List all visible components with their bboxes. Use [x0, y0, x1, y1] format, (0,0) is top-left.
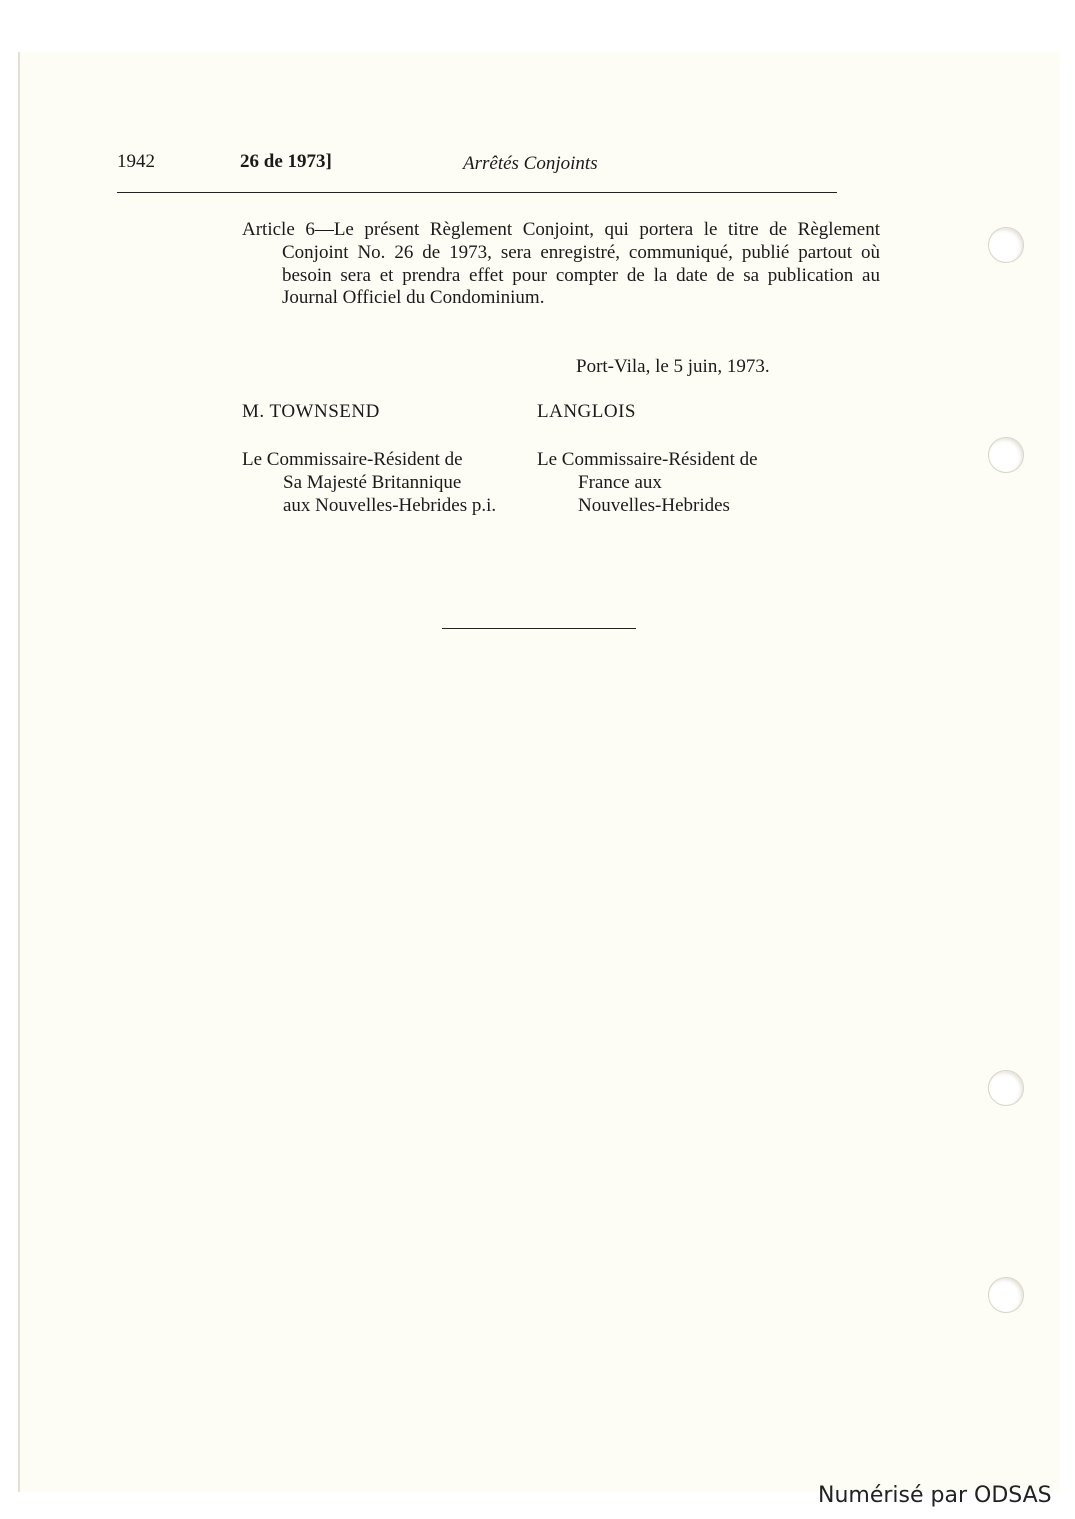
- punch-hole-icon: [988, 1277, 1024, 1313]
- signatory-right-name: LANGLOIS: [537, 401, 636, 422]
- signatory-right-title: [537, 448, 758, 517]
- header-reference: 26 de 1973]: [240, 151, 332, 172]
- digitization-watermark: Numérisé par ODSAS: [818, 1483, 1052, 1508]
- signatory-left-name: M. TOWNSEND: [242, 401, 380, 422]
- punch-hole-icon: [988, 1070, 1024, 1106]
- signatory-left-title-line3: aux Nouvelles-Hebrides p.i.: [283, 495, 497, 516]
- end-rule: [442, 628, 636, 629]
- signatory-right-title-line1: Le Commissaire-Résident de: [537, 449, 758, 470]
- signatory-left-title-line1: Le Commissaire-Résident de: [242, 449, 463, 470]
- signatory-right-title-line2: France aux: [578, 472, 662, 493]
- place-and-date: Port-Vila, le 5 juin, 1973.: [576, 356, 770, 377]
- punch-hole-icon: [988, 227, 1024, 263]
- running-title: Arrêtés Conjoints: [463, 153, 598, 174]
- header-rule: [117, 192, 837, 193]
- article-6-paragraph: Article 6—Le présent Règlement Conjoint, qui portera le titre de Règlement Conjoint No. 26 de 1973, sera enregistré, communiqué, publié partout où besoin sera et prendra effet pour compter de la date de sa publication au Journal Officiel du Condominium.: [242, 219, 880, 309]
- punch-hole-icon: [988, 437, 1024, 473]
- signatory-left-title-line2: Sa Majesté Britannique: [283, 472, 462, 493]
- page-number: 1942: [117, 151, 155, 172]
- signatory-right-title-line3: Nouvelles-Hebrides: [578, 495, 730, 516]
- signatory-left-title: [242, 448, 496, 517]
